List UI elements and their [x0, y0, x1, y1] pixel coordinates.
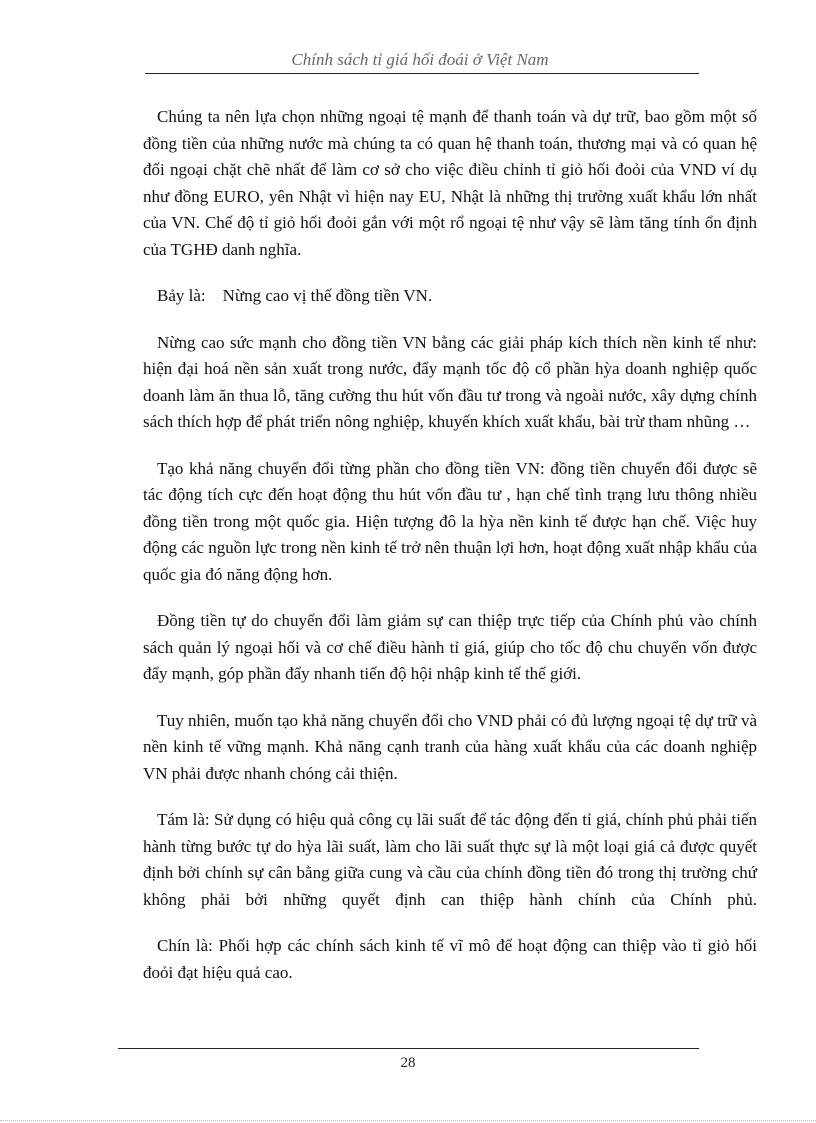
paragraph-6: Tuy nhiên, muốn tạo khả năng chuyển đổi cho VND phải có đủ lượng ngoại tệ dự trữ và nền kinh tế vững mạnh. Khả năng cạnh tranh của hàng xuất khẩu của các doanh nghiệp VN phải được nhanh chóng cải thiện. [143, 710, 757, 783]
header-divider [145, 73, 699, 74]
page-edge [0, 1120, 816, 1121]
paragraph-1: Chúng ta nên lựa chọn những ngoại tệ mạnh để thanh toán và dự trữ, bao gồm một số đồng tiền của những nước mà chúng ta có quan hệ thanh toán, thương mại và có quan hệ đối ngoại chặt chẽ nhất để làm cơ sở cho việc điều chỉnh tỉ giỏ hối đoỏi của VND ví dụ như đồng EURO, yên Nhật vì hiện nay EU, Nhật là những thị trường xuất khẩu lớn nhất của VN. Chế độ tỉ giỏ hối đoỏi gắn với một rổ ngoại tệ như vậy sẽ làm tăng tính ổn định của TGHĐ danh nghĩa. [143, 107, 757, 259]
page-number: 28 [400, 1055, 416, 1071]
paragraph-4: Tạo khả năng chuyển đổi từng phần cho đồng tiền VN: đồng tiền chuyển đổi được sẽ tác động tích cực đến hoạt động thu hút vốn đầu tư , hạn chế tình trạng lưu thông nhiều đồng tiền trong một quốc gia. Hiện tượng đô la hỳa nền kinh tế được hạn chế. Việc huy động các nguồn lực trong nền kinh tế trở nên thuận lợi hơn, hoạt động xuất nhập khẩu của quốc gia đó năng động hơn. [143, 458, 757, 584]
document-body [143, 104, 757, 1006]
footer-divider [118, 1048, 699, 1049]
page-header-title: Chính sách tỉ giá hối đoái ở Việt Nam [291, 50, 549, 69]
paragraph-7: Tám là: Sử dụng có hiệu quả công cụ lãi suất để tác động đến tỉ giá, chính phủ phải tiến hành từng bước tự do hỳa lãi suất, làm cho lãi suất thực sự là một loại giá cả được quyết định bởi chính sự cân bằng giữa cung và cầu của chính đồng tiền đó trong thị trường chứ không phải bởi những quyết định can thiệp hành chính của Chính phủ. [143, 810, 757, 909]
paragraph-5: Đồng tiền tự do chuyển đổi làm giảm sự can thiệp trực tiếp của Chính phủ vào chính sách quản lý ngoại hối và cơ chế điều hành tỉ giá, giúp cho tốc độ chu chuyển vốn được đẩy mạnh, góp phần đẩy nhanh tiến độ hội nhập kinh tế thế giới. [143, 611, 757, 683]
paragraph-2: Bảy là: Nừng cao vị thế đồng tiền VN. [157, 286, 433, 305]
paragraph-8: Chín là: Phối hợp các chính sách kinh tế vĩ mô để hoạt động can thiệp vào tỉ giỏ hối đoỏi đạt hiệu quả cao. [143, 936, 757, 982]
paragraph-3: Nừng cao sức mạnh cho đồng tiền VN bằng các giải pháp kích thích nền kinh tế như: hiện đại hoá nền sản xuất trong nước, đẩy mạnh tốc độ cổ phần hỳa doanh nghiệp quốc doanh làm ăn thua lỗ, tăng cường thu hút vốn đầu tư trong và ngoài nước, xây dựng chính sách thích hợp để phát triển nông nghiệp, khuyến khích xuất khẩu, bài trừ tham nhũng … [143, 332, 757, 431]
